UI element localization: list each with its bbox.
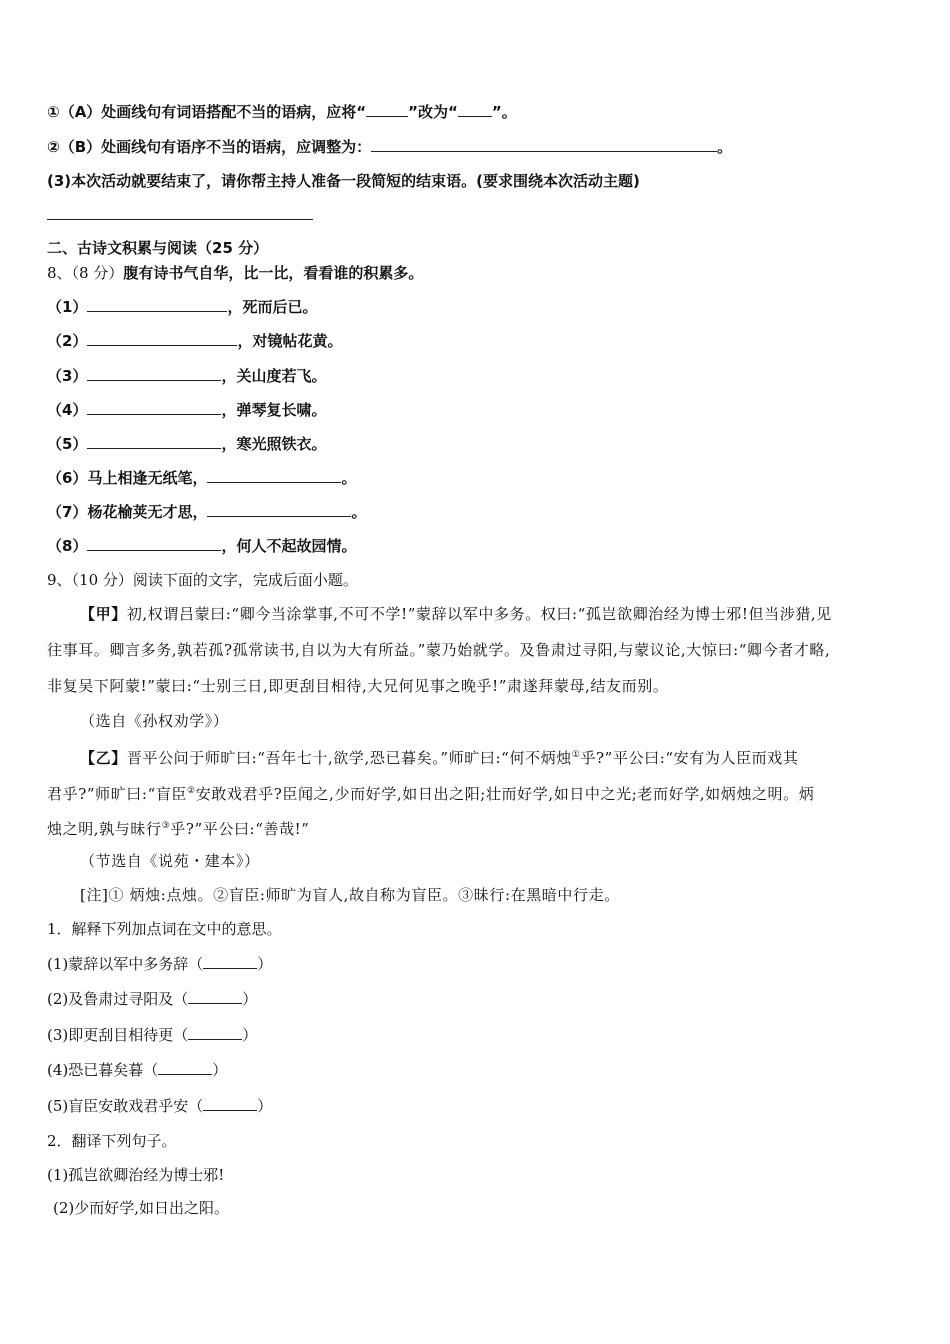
question-3: (3)本次活动就要结束了，请你帮主持人准备一段简短的结束语。(要求围绕本次活动主题) <box>47 172 640 190</box>
item-text: (5)盲臣安敢戏君乎安（ <box>47 1097 204 1115</box>
answer-blank[interactable] <box>188 989 242 1004</box>
item-text: ） <box>257 955 273 973</box>
section-title: 二、古诗文积累与阅读（25 分） <box>47 239 269 257</box>
answer-blank[interactable] <box>87 434 221 449</box>
fill-item-2 <box>47 331 342 351</box>
answer-blank[interactable] <box>87 331 237 346</box>
question-b-suffix: 。 <box>717 138 733 156</box>
item-number: （6） <box>47 469 88 487</box>
passage-text: 晋平公问于师旷曰:“吾年七十,欲学,恐已暮矣。”师旷曰:“何不炳烛 <box>126 749 572 767</box>
item-text: 。 <box>351 503 367 521</box>
item-number: （4） <box>47 401 88 419</box>
explain-item-1 <box>47 954 272 974</box>
fill-item-7 <box>47 502 366 522</box>
passage-text: 君乎?”师旷曰:“盲臣 <box>47 785 188 803</box>
item-text: ） <box>257 1097 273 1115</box>
item-text: (1)蒙辞以军中多务辞（ <box>47 955 204 973</box>
fill-item-5 <box>47 434 326 454</box>
item-number: （1） <box>47 298 88 316</box>
question-a-prefix: ①（A）处画线句有词语搭配不当的语病，应将“ <box>47 103 367 121</box>
passage-text: 烛之明,孰与昧行 <box>47 820 162 838</box>
answer-blank[interactable] <box>87 297 227 312</box>
item-text: ，关山度若飞。 <box>221 367 327 385</box>
passage-text: 安敢戏君乎?臣闻之,少而好学,如日出之阳;壮而好学,如日中之光;老而好学,如炳烛之明。炳 <box>195 785 815 803</box>
item-text: ） <box>242 990 258 1008</box>
question-number: 8、（8 分） <box>47 264 124 282</box>
question-8-header <box>47 263 423 283</box>
fill-item-8 <box>47 536 356 556</box>
passage-text: 乎?”平公曰:“安有为人臣而戏其 <box>580 749 799 767</box>
explain-item-2 <box>47 989 257 1009</box>
explain-item-5 <box>47 1096 272 1116</box>
question-b <box>47 137 732 157</box>
footnote-marker: ② <box>187 786 196 796</box>
item-text: 马上相逢无纸笔， <box>87 469 208 487</box>
question-a-suffix: ”。 <box>491 103 517 121</box>
passage-yi-line-3 <box>47 816 907 839</box>
question-prompt: 腹有诗书气自华，比一比，看看谁的积累多。 <box>123 264 424 282</box>
answer-blank[interactable] <box>188 1025 242 1040</box>
item-text: ，寒光照铁衣。 <box>221 435 327 453</box>
item-text: ） <box>212 1061 228 1079</box>
question-b-prefix: ②（B）处画线句有语序不当的语病，应调整为： <box>47 138 372 156</box>
question-9-header: 9、（10 分）阅读下面的文字，完成后面小题。 <box>47 571 358 589</box>
answer-blank[interactable] <box>87 536 221 551</box>
passage-jia-line-3: 非复吴下阿蒙!”蒙曰:“士别三日,即更刮目相待,大兄何见事之晚乎!”肃遂拜蒙母,结友而别。 <box>47 677 669 695</box>
item-text: ） <box>242 1026 258 1044</box>
item-text: (4)恐已暮矣暮（ <box>47 1061 159 1079</box>
fill-item-1 <box>47 297 317 317</box>
passage-jia-line-2: 往事耳。卿言多务,孰若孤?孤常读书,自以为大有所益。”蒙乃始就学。及鲁肃过寻阳,与蒙议论,大惊曰:“卿今者才略, <box>47 641 831 659</box>
item-number: （5） <box>47 435 88 453</box>
item-number: （3） <box>47 367 88 385</box>
item-text: 。 <box>341 469 357 487</box>
item-text: ，何人不起故园情。 <box>221 537 357 555</box>
item-number: （2） <box>47 332 88 350</box>
item-text: ，死而后已。 <box>227 298 318 316</box>
passage-jia-line-1 <box>80 604 940 624</box>
passage-yi-source: （节选自《说苑・建本》） <box>80 852 260 870</box>
subquestion-1-title: 1．解释下列加点词在文中的意思。 <box>47 920 282 938</box>
item-text: 杨花榆荚无才思， <box>87 503 208 521</box>
passage-jia-source: （选自《孙权劝学》） <box>80 712 229 730</box>
item-text: ，弹琴复长啸。 <box>221 401 327 419</box>
footnote-marker: ① <box>571 750 581 760</box>
answer-blank[interactable] <box>203 954 257 969</box>
item-number: （8） <box>47 537 88 555</box>
item-text: (3)即更刮目相待更（ <box>47 1026 189 1044</box>
item-text: (2)及鲁肃过寻阳及（ <box>47 990 189 1008</box>
footnotes: [注]① 炳烛:点烛。②盲臣:师旷为盲人,故自称为盲臣。③昧行:在黑暗中行走。 <box>80 886 620 904</box>
explain-item-4 <box>47 1060 227 1080</box>
fill-item-3 <box>47 366 326 386</box>
answer-blank[interactable] <box>207 468 341 483</box>
question-a <box>47 102 517 122</box>
explain-item-3 <box>47 1025 257 1045</box>
answer-blank[interactable] <box>87 400 221 415</box>
answer-blank[interactable] <box>207 502 351 517</box>
answer-blank[interactable] <box>371 137 717 152</box>
fill-item-4 <box>47 400 326 420</box>
footnote-marker: ③ <box>161 821 171 831</box>
item-text: ，对镜帖花黄。 <box>237 332 343 350</box>
item-number: （7） <box>47 503 88 521</box>
answer-blank[interactable] <box>458 102 492 117</box>
fill-item-6 <box>47 468 356 488</box>
passage-text: 初,权谓吕蒙曰:“卿今当涂掌事,不可不学!”蒙辞以军中多务。权曰:“孤岂欲卿治经为博士邪!但当涉猎,见 <box>126 605 832 623</box>
answer-blank[interactable] <box>158 1060 212 1075</box>
passage-label: 【乙】 <box>80 749 127 767</box>
passage-text: 乎?”平公曰:“善哉!” <box>170 820 310 838</box>
translate-item-2: (2)少而好学,如日出之阳。 <box>53 1199 230 1217</box>
answer-blank[interactable] <box>87 366 221 381</box>
answer-line[interactable] <box>47 219 313 220</box>
subquestion-2-title: 2．翻译下列句子。 <box>47 1132 177 1150</box>
question-a-mid: ”改为“ <box>408 103 458 121</box>
passage-yi-line-1 <box>80 745 940 768</box>
answer-blank[interactable] <box>366 102 408 117</box>
passage-yi-line-2 <box>47 781 907 804</box>
passage-label: 【甲】 <box>80 605 127 623</box>
answer-blank[interactable] <box>203 1096 257 1111</box>
translate-item-1: (1)孤岂欲卿治经为博士邪! <box>47 1166 225 1184</box>
